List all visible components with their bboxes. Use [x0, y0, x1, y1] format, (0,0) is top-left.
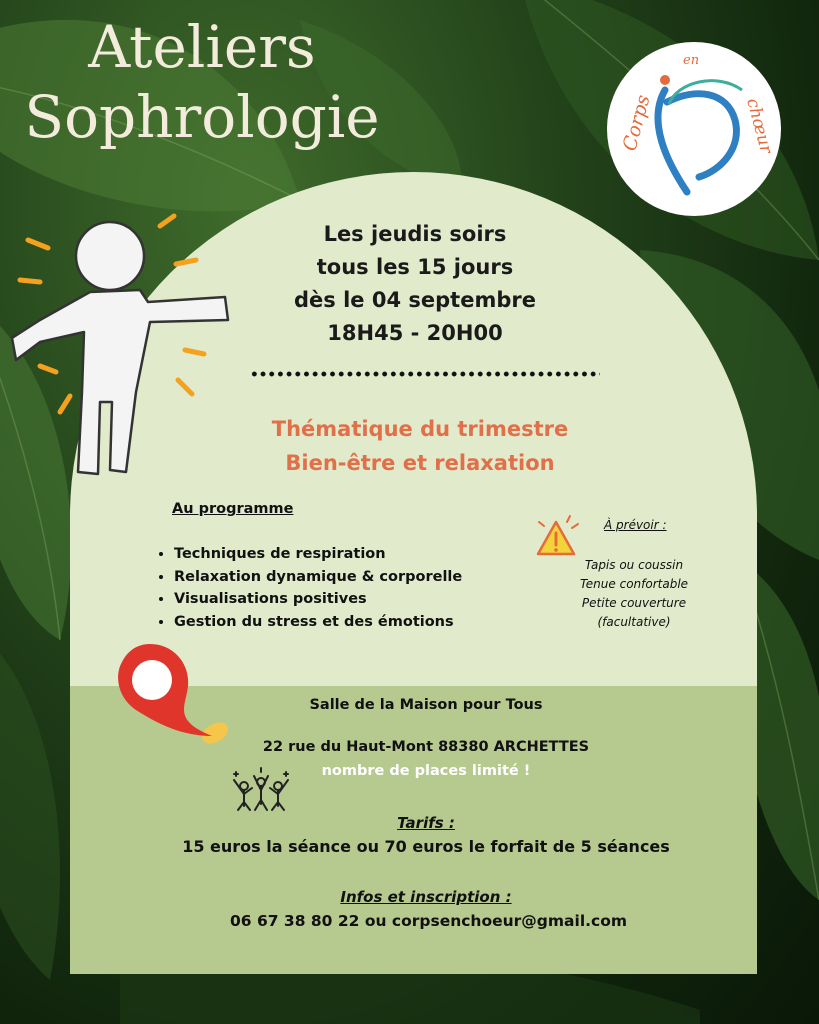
prevoir-list: [562, 556, 706, 632]
program-list: [152, 543, 462, 633]
venue-address: 22 rue du Haut-Mont 88380 ARCHETTES: [262, 739, 590, 755]
list-item: Tenue confortable: [579, 577, 689, 591]
stick-figure: [0, 212, 240, 492]
infos-heading: Infos et inscription :: [340, 888, 512, 906]
contact-info: 06 67 38 80 22 ou corpsenchoeur@gmail.com: [229, 912, 628, 930]
corps-en-choeur-logo: [607, 42, 781, 216]
schedule: [250, 218, 580, 350]
schedule-frequency: tous les 15 jours: [316, 255, 514, 279]
title-line-1: Ateliers: [88, 13, 316, 81]
limited-places-notice: nombre de places limité !: [321, 763, 531, 779]
schedule-start-date: dès le 04 septembre: [294, 288, 536, 312]
list-item: • Gestion du stress et des émotions: [174, 611, 462, 634]
page-title: [22, 12, 382, 152]
list-item: • Visualisations positives: [174, 588, 462, 611]
theme-title: Bien-être et relaxation: [285, 451, 555, 475]
warning-icon: [534, 512, 582, 558]
list-item: Tapis ou coussin: [584, 558, 684, 572]
logo-word-1: Corps: [618, 92, 655, 154]
dotted-divider: [250, 370, 600, 384]
logo-word-3: chœur: [742, 96, 777, 156]
list-item: • Techniques de respiration: [174, 543, 462, 566]
list-item: (facultative): [597, 615, 671, 629]
schedule-time: 18H45 - 20H00: [327, 321, 503, 345]
program-heading: Au programme: [172, 501, 294, 517]
schedule-day: Les jeudis soirs: [323, 222, 507, 246]
logo-word-2: en: [683, 53, 700, 68]
quarter-theme: [240, 412, 600, 480]
tarifs-text: 15 euros la séance ou 70 euros le forfait de 5 séances: [182, 837, 670, 856]
theme-heading: Thématique du trimestre: [271, 417, 569, 441]
list-item: • Relaxation dynamique & corporelle: [174, 566, 462, 589]
prevoir-heading: À prévoir :: [604, 518, 667, 532]
tarifs-heading: Tarifs :: [397, 814, 455, 832]
logo-figure: [607, 42, 781, 216]
list-item: Petite couverture: [581, 596, 687, 610]
location-pin-icon: [112, 640, 232, 750]
title-line-2: Sophrologie: [24, 83, 380, 151]
venue-name: Salle de la Maison pour Tous: [309, 697, 543, 713]
